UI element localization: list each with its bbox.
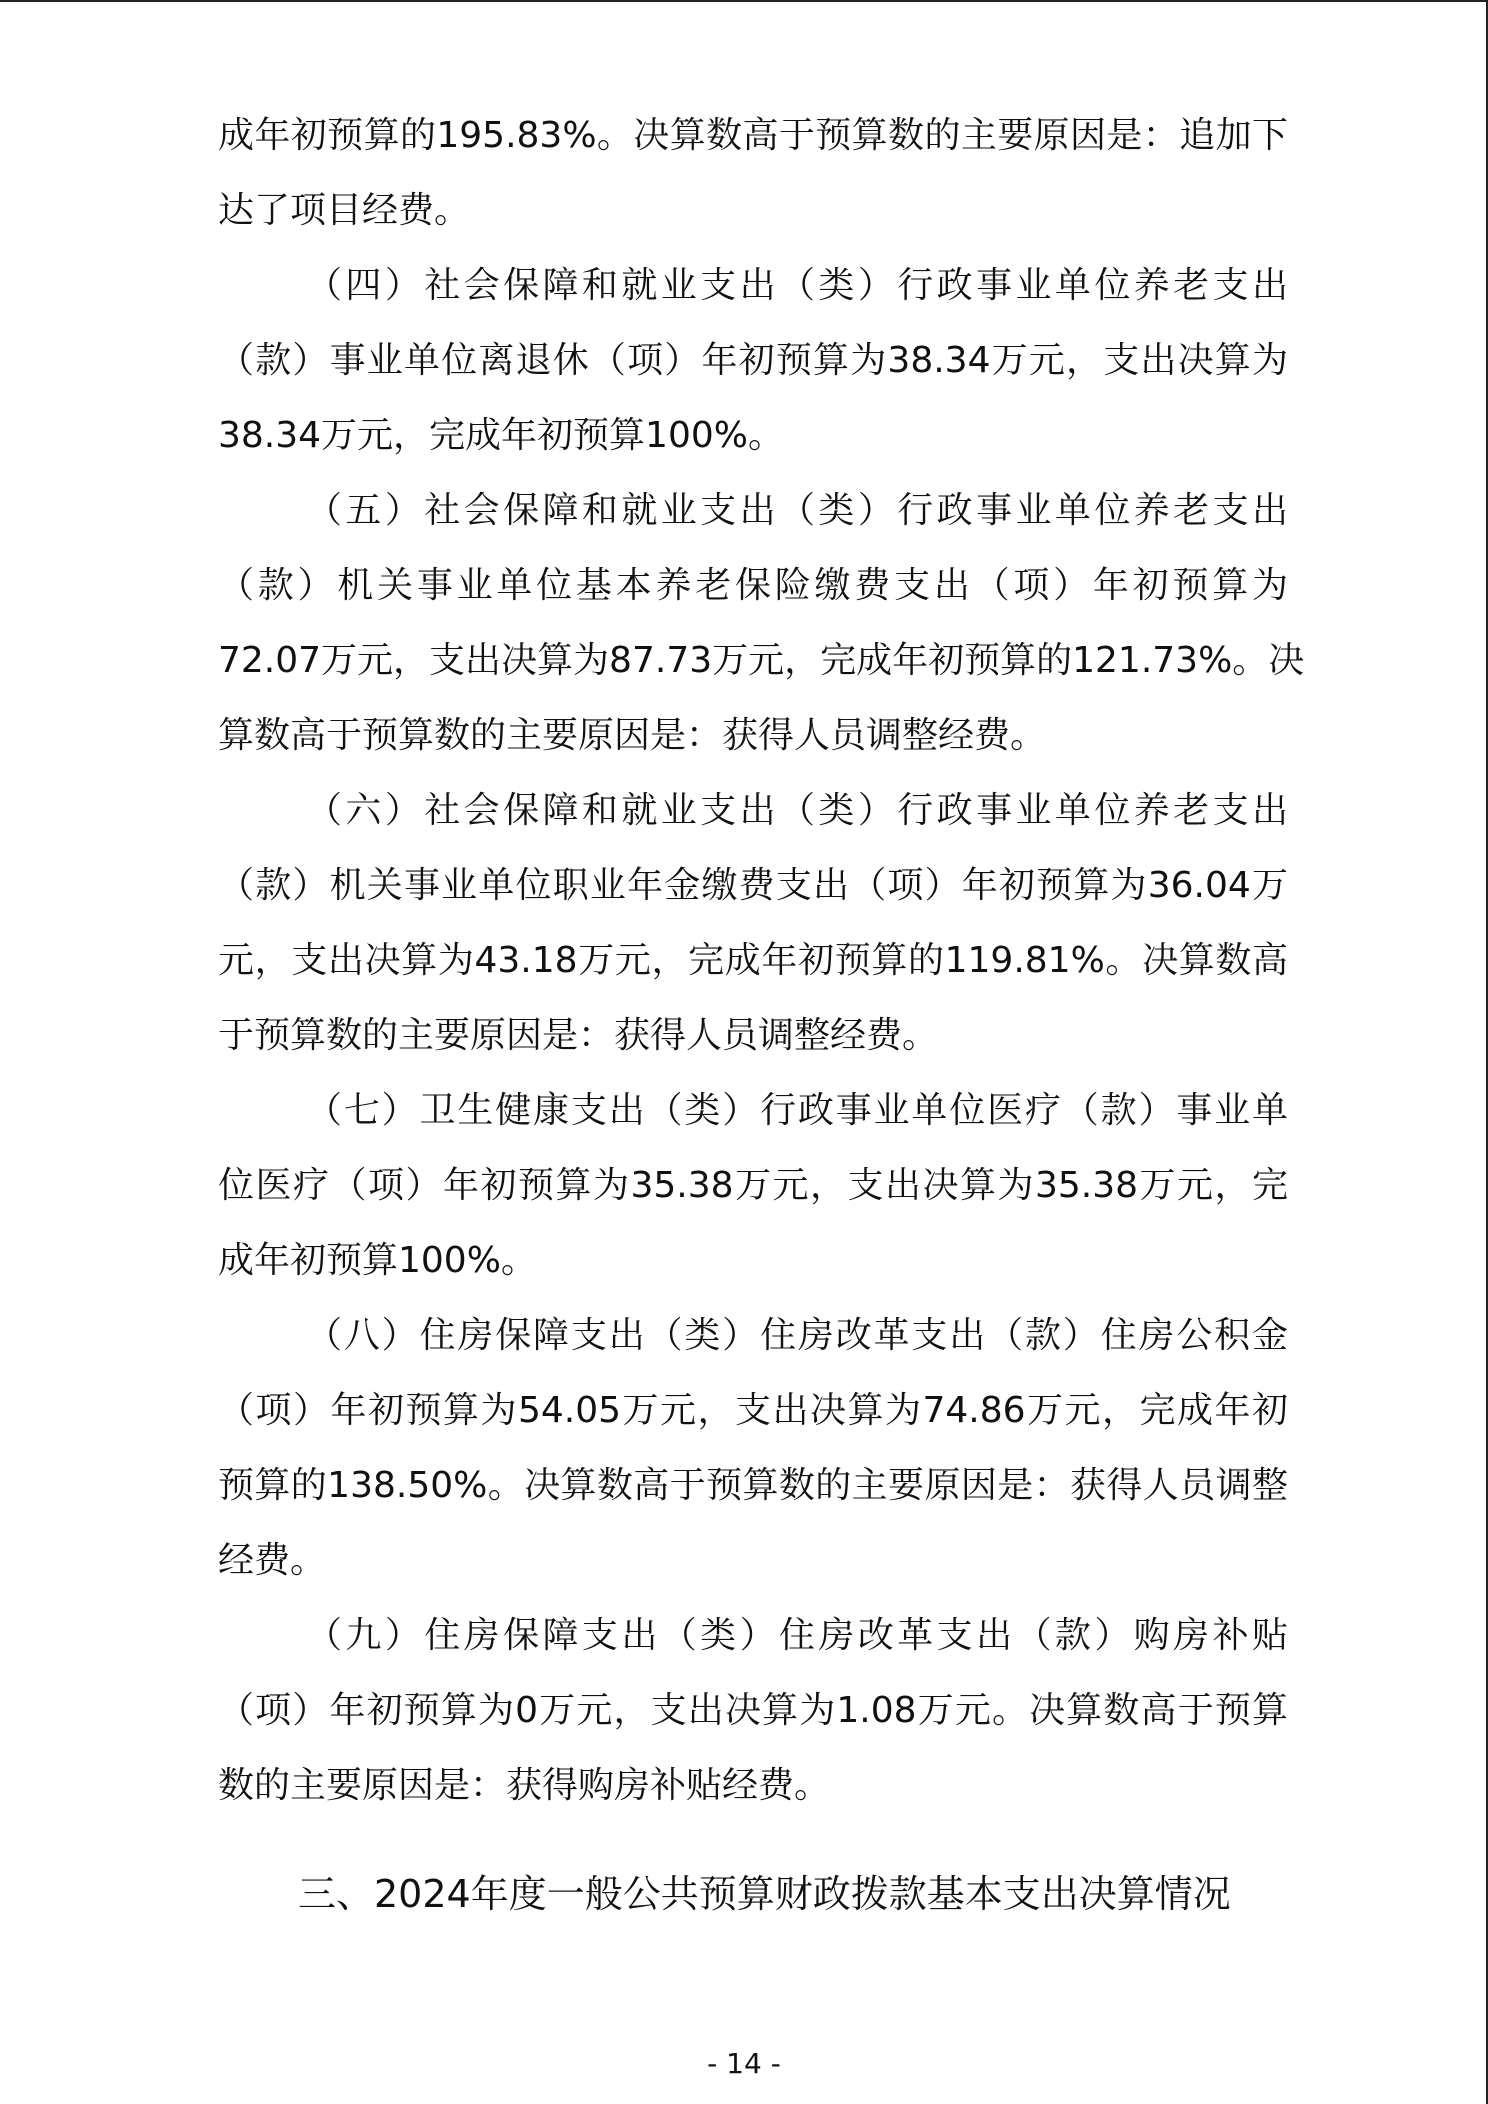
paragraph-start-line: （八）住房保障支出（类）住房改革支出（款）住房公积金 bbox=[306, 1315, 1288, 1356]
text-line: 38.34万元，完成年初预算100%。 bbox=[218, 415, 784, 456]
text-line: 预算的138.50%。决算数高于预算数的主要原因是：获得人员调整 bbox=[218, 1465, 1288, 1506]
text-line: （项）年初预算为54.05万元，支出决算为74.86万元，完成年初 bbox=[218, 1390, 1288, 1431]
text-line: 位医疗（项）年初预算为35.38万元，支出决算为35.38万元，完 bbox=[218, 1165, 1288, 1206]
body-text bbox=[218, 98, 1305, 1823]
text-line: （款）机关事业单位职业年金缴费支出（项）年初预算为36.04万 bbox=[218, 865, 1288, 906]
text-line: 达了项目经费。 bbox=[218, 190, 471, 231]
text-line: 于预算数的主要原因是：获得人员调整经费。 bbox=[218, 1015, 939, 1056]
text-line: 元，支出决算为43.18万元，完成年初预算的119.81%。决算数高 bbox=[218, 940, 1288, 981]
page-number: - 14 - bbox=[707, 2047, 781, 2080]
text-line: 数的主要原因是：获得购房补贴经费。 bbox=[218, 1765, 831, 1806]
text-line: （款）机关事业单位基本养老保险缴费支出（项）年初预算为 bbox=[218, 565, 1288, 606]
text-line: 72.07万元，支出决算为87.73万元，完成年初预算的121.73%。决 bbox=[218, 640, 1305, 681]
paragraph-start-line: （六）社会保障和就业支出（类）行政事业单位养老支出 bbox=[306, 790, 1288, 831]
text-line: 算数高于预算数的主要原因是：获得人员调整经费。 bbox=[218, 715, 1047, 756]
text-line: 成年初预算的195.83%。决算数高于预算数的主要原因是：追加下 bbox=[218, 115, 1288, 156]
text-line: （款）事业单位离退休（项）年初预算为38.34万元，支出决算为 bbox=[218, 340, 1288, 381]
paragraph-start-line: （七）卫生健康支出（类）行政事业单位医疗（款）事业单 bbox=[306, 1090, 1288, 1131]
text-line: 成年初预算100%。 bbox=[218, 1240, 537, 1281]
paragraph-start-line: （四）社会保障和就业支出（类）行政事业单位养老支出 bbox=[306, 265, 1288, 306]
text-line: （项）年初预算为0万元，支出决算为1.08万元。决算数高于预算 bbox=[218, 1690, 1288, 1731]
section-heading: 三、2024年度一般公共预算财政拨款基本支出决算情况 bbox=[298, 1872, 1231, 1916]
text-line: 经费。 bbox=[218, 1540, 327, 1581]
paragraph-start-line: （九）住房保障支出（类）住房改革支出（款）购房补贴 bbox=[306, 1615, 1288, 1656]
paragraph-start-line: （五）社会保障和就业支出（类）行政事业单位养老支出 bbox=[306, 490, 1288, 531]
